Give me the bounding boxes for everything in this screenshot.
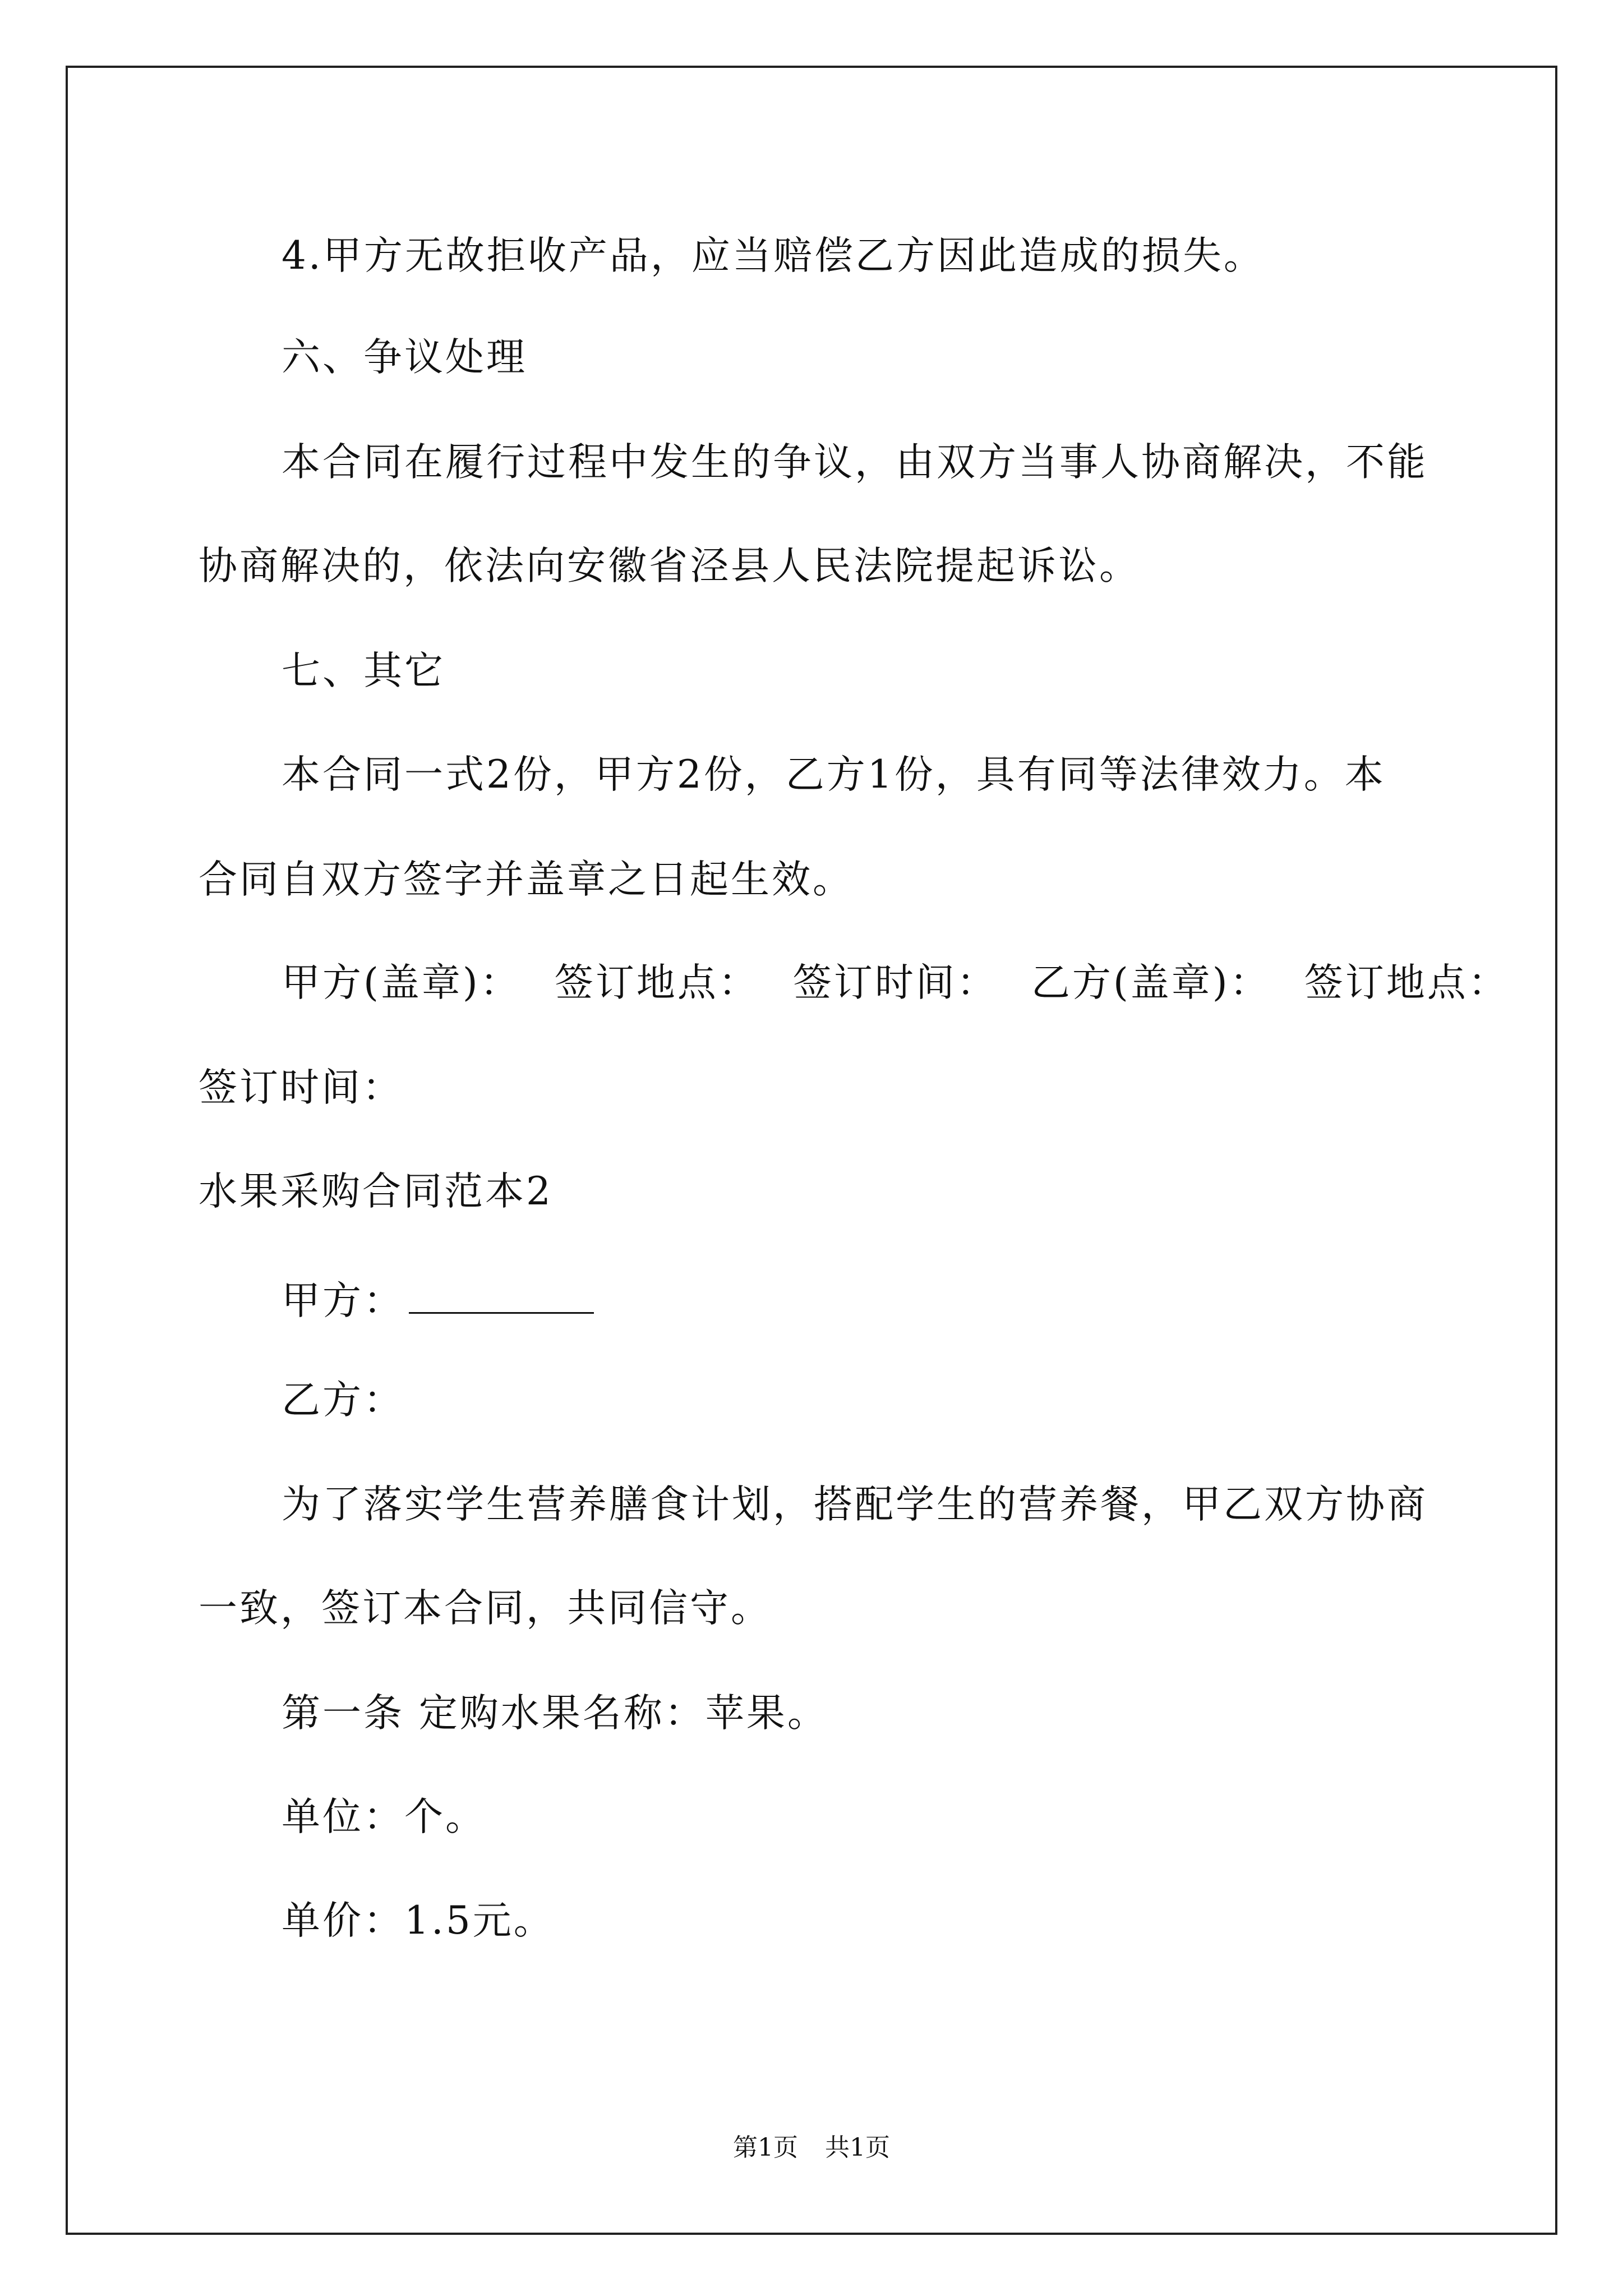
party-a-seal-label: 甲方(盖章)：	[282, 960, 521, 1005]
paragraph-line: 协商解决的，依法向安徽省泾县人民法院提起诉讼。	[199, 544, 1140, 588]
clause-text: 4.甲方无故拒收产品，应当赔偿乙方因此造成的损失。	[282, 233, 1265, 278]
page-number: 第1页	[733, 2133, 798, 2162]
signing-place-label: 签订地点：	[1304, 960, 1509, 1005]
signing-time-label: 签订时间：	[792, 960, 998, 1005]
party-a-blank	[409, 1276, 594, 1314]
section-heading: 七、其它	[282, 648, 445, 693]
paragraph-line: 为了落实学生营养膳食计划，搭配学生的营养餐，甲乙双方协商	[282, 1482, 1428, 1527]
paragraph-line: 合同自双方签字并盖章之日起生效。	[199, 857, 854, 902]
paragraph-line: 一致，签订本合同，共同信守。	[199, 1586, 772, 1631]
unit-price-line: 单价：1.5元。	[282, 1898, 555, 1943]
paragraph-line: 本合同在履行过程中发生的争议，由双方当事人协商解决，不能	[282, 440, 1428, 485]
document-title: 水果采购合同范本2	[199, 1169, 553, 1214]
signature-row	[282, 960, 1509, 1005]
signing-time-label: 签订时间：	[199, 1065, 403, 1110]
page-total: 共1页	[825, 2133, 890, 2162]
party-b-seal-label: 乙方(盖章)：	[1031, 960, 1271, 1005]
section-heading: 六、争议处理	[282, 335, 527, 380]
unit-line: 单位：个。	[282, 1795, 486, 1839]
signing-place-label: 签订地点：	[554, 960, 759, 1005]
party-a-label: 甲方：	[282, 1278, 404, 1323]
party-b-label: 乙方：	[282, 1378, 404, 1423]
article-line: 第一条 定购水果名称：苹果。	[282, 1691, 828, 1736]
page-footer	[0, 2127, 1623, 2163]
party-a-line	[282, 1276, 594, 1323]
paragraph-line: 本合同一式2份，甲方2份，乙方1份，具有同等法律效力。本	[282, 752, 1386, 797]
